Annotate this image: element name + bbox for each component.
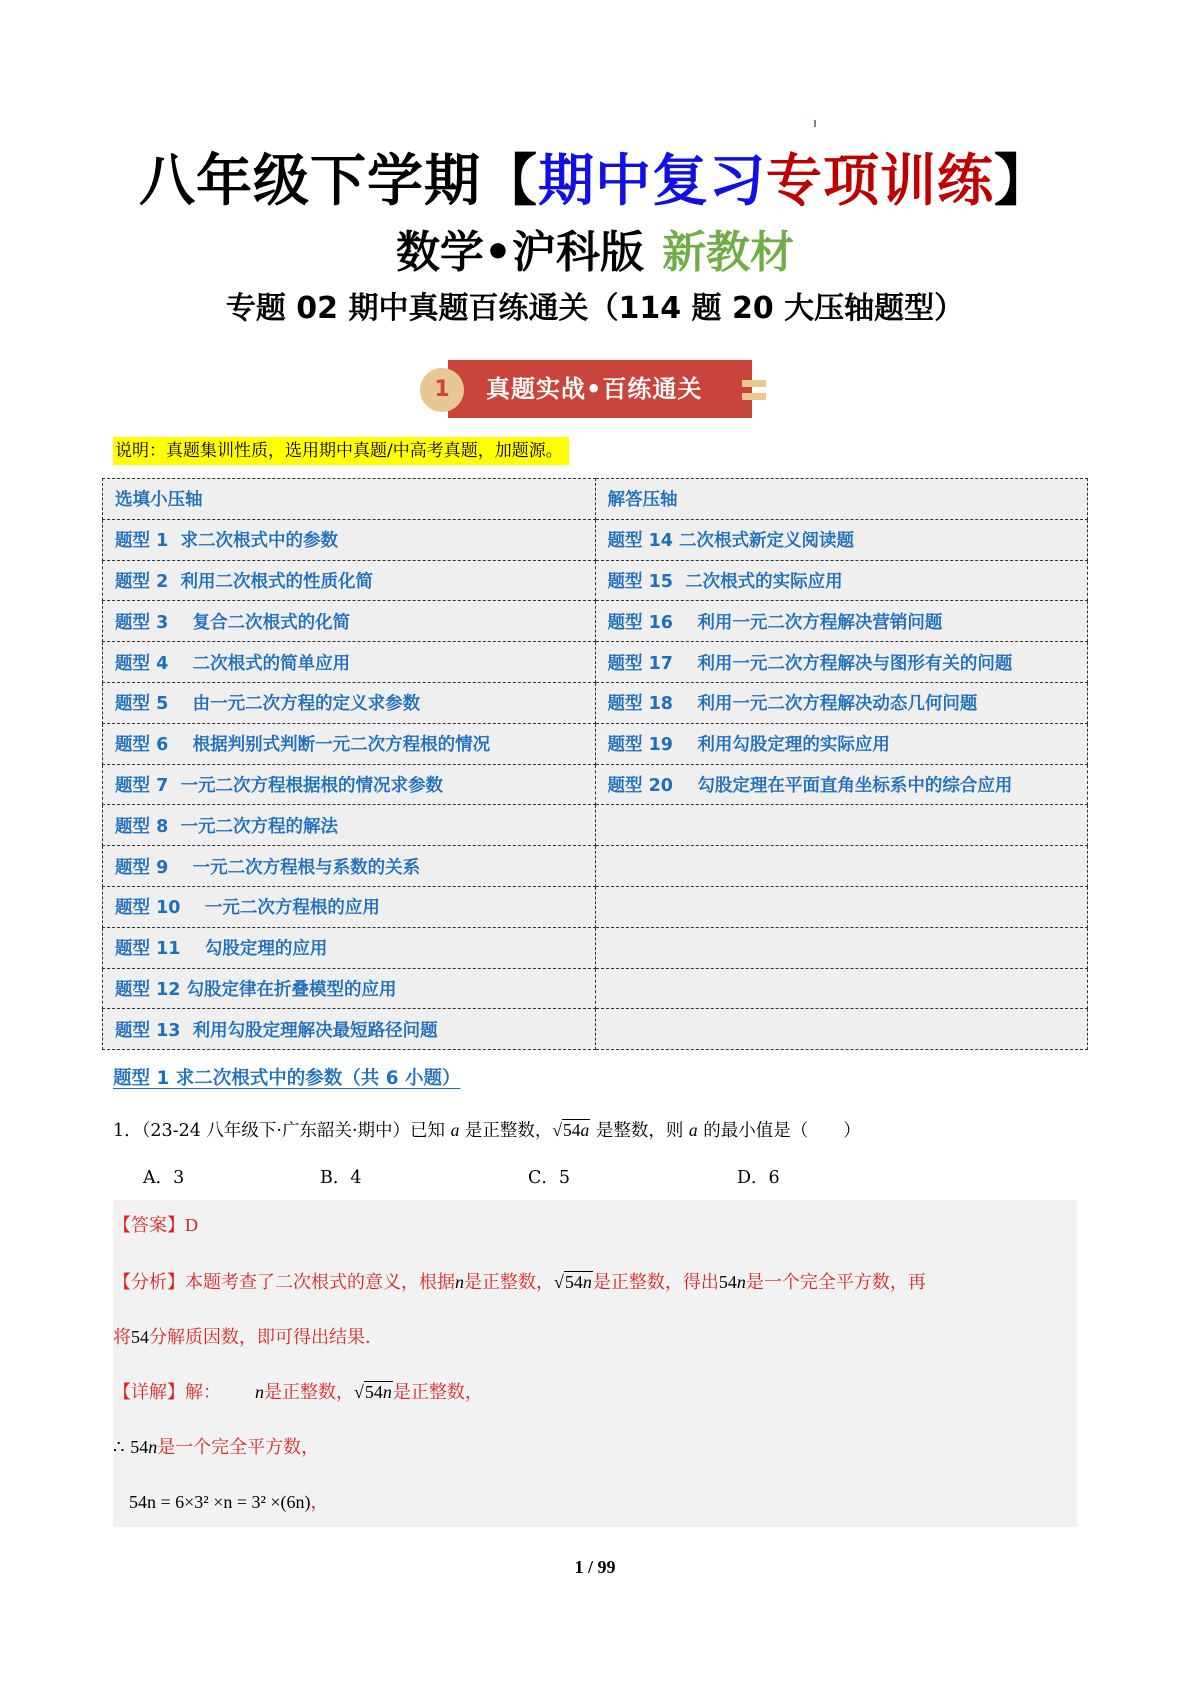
question-type-right[interactable]: 题型 17 利用一元二次方程解决与图形有关的问题 (595, 642, 1088, 683)
question-type-left[interactable]: 题型 10 一元二次方程根的应用 (103, 886, 596, 927)
math-number: 54 (718, 1272, 737, 1292)
question-type-left[interactable]: 题型 8 一元二次方程的解法 (103, 805, 596, 846)
detail-text: 是一个完全平方数， (157, 1437, 320, 1458)
question-type-right (595, 1009, 1088, 1050)
analysis-text: 本题考查了二次根式的意义，根据 (185, 1272, 455, 1293)
table-row (103, 846, 1088, 887)
sqrt-expression: √54n (354, 1382, 392, 1402)
option-d[interactable]: D．6 (737, 1168, 780, 1188)
equation: 54n = 6×3² ×n = 3² ×(6n) (129, 1492, 311, 1512)
sqrt-number: 54 (564, 1272, 583, 1292)
banner-number-badge: 1 (420, 368, 464, 412)
table-row (103, 764, 1088, 805)
math-var: a (688, 1120, 698, 1140)
detail-text: 是正整数， (392, 1382, 483, 1403)
question-type-left[interactable]: 题型 3 复合二次根式的化简 (103, 601, 596, 642)
math-var: n (255, 1382, 264, 1402)
question-type-left[interactable]: 题型 12 勾股定律在折叠模型的应用 (103, 968, 596, 1009)
banner-decoration-icon (742, 393, 766, 400)
detail-text: 解： (185, 1382, 221, 1403)
therefore-symbol: ∴ (113, 1437, 131, 1458)
question-type-right (595, 927, 1088, 968)
sqrt-expression: √54n (554, 1272, 592, 1292)
main-title (0, 150, 1190, 214)
question-type-right[interactable]: 题型 20 勾股定理在平面直角坐标系中的综合应用 (595, 764, 1088, 805)
table-row (103, 886, 1088, 927)
detail-tag: 【详解】 (113, 1382, 185, 1403)
sqrt-var: a (580, 1120, 590, 1140)
table-row (103, 1009, 1088, 1050)
question-type-right (595, 805, 1088, 846)
title-midterm-review: 期中复习 (538, 149, 766, 214)
math-number: 54 (130, 1437, 149, 1457)
question-type-left[interactable]: 题型 1 求二次根式中的参数 (103, 519, 596, 560)
analysis-tag: 【分析】 (113, 1272, 185, 1293)
table-row (103, 682, 1088, 723)
title-grade: 八年级下学期【 (139, 149, 538, 214)
left-column-header: 选填小压轴 (103, 479, 596, 520)
section-heading-link[interactable]: 题型 1 求二次根式中的参数（共 6 小题） (113, 1068, 461, 1089)
question-type-right[interactable]: 题型 14 二次根式新定义阅读题 (595, 519, 1088, 560)
title-close-bracket: 】 (994, 149, 1051, 214)
table-row (103, 723, 1088, 764)
banner-decoration-icon (742, 380, 766, 387)
table-row (103, 968, 1088, 1009)
analysis-text: 是正整数， (464, 1272, 554, 1293)
math-var: n (736, 1272, 746, 1292)
question-text: 是正整数， (459, 1121, 553, 1141)
topic-title: 专题 02 期中真题百练通关（114 题 20 大压轴题型） (225, 291, 965, 326)
option-b[interactable]: B．4 (320, 1168, 362, 1188)
detail-line-2 (113, 1432, 319, 1463)
answer-tag: 【答案】 (113, 1215, 185, 1236)
subtitle (0, 226, 1190, 280)
table-row (103, 519, 1088, 560)
section-banner (420, 358, 770, 420)
analysis-text: 是正整数，得出 (592, 1272, 719, 1293)
answer-line (113, 1210, 198, 1241)
table-header-row (103, 479, 1088, 520)
question-type-table (102, 478, 1088, 1050)
detail-line-1 (113, 1377, 483, 1408)
banner-label: 真题实战•百练通关 (486, 375, 703, 403)
question-type-left[interactable]: 题型 13 利用勾股定理解决最短路径问题 (103, 1009, 596, 1050)
detail-text: 是正整数， (264, 1382, 354, 1403)
question-text: 的最小值是（ ） (697, 1121, 861, 1141)
analysis-text: 分解质因数，即可得出结果． (149, 1327, 383, 1348)
question-1 (113, 1116, 861, 1145)
question-number: 1． (113, 1121, 142, 1141)
scan-mark (814, 120, 816, 127)
solution-box (113, 1200, 1077, 1527)
option-a[interactable]: A．3 (143, 1168, 185, 1188)
subtitle-new-textbook: 新教材 (662, 227, 795, 278)
question-type-left[interactable]: 题型 11 勾股定理的应用 (103, 927, 596, 968)
question-type-right (595, 846, 1088, 887)
table-row (103, 560, 1088, 601)
table-row (103, 601, 1088, 642)
question-type-left[interactable]: 题型 6 根据判别式判断一元二次方程根的情况 (103, 723, 596, 764)
question-type-right[interactable]: 题型 15 二次根式的实际应用 (595, 560, 1088, 601)
math-var: n (455, 1272, 464, 1292)
math-var: n (148, 1437, 158, 1457)
subtitle-subject: 数学•沪科版 (395, 227, 645, 278)
sqrt-var: n (582, 1272, 592, 1292)
table-row (103, 642, 1088, 683)
question-type-right (595, 886, 1088, 927)
equation-suffix: ， (310, 1492, 329, 1513)
question-text: 已知 (410, 1121, 451, 1141)
question-type-left[interactable]: 题型 4 二次根式的简单应用 (103, 642, 596, 683)
sqrt-number: 54 (364, 1382, 383, 1402)
option-c[interactable]: C．5 (528, 1168, 571, 1188)
description-note: 说明：真题集训性质，选用期中真题/中高考真题，加题源。 (113, 437, 569, 465)
analysis-text: 将 (113, 1327, 131, 1348)
question-text: 是整数，则 (590, 1121, 689, 1141)
question-type-left[interactable]: 题型 9 一元二次方程根与系数的关系 (103, 846, 596, 887)
answer-value: D (185, 1215, 198, 1235)
right-column-header: 解答压轴 (595, 479, 1088, 520)
question-type-left[interactable]: 题型 2 利用二次根式的性质化简 (103, 560, 596, 601)
analysis-line-2 (113, 1322, 383, 1353)
page-number: 1 / 99 (574, 1557, 616, 1577)
question-type-right (595, 968, 1088, 1009)
analysis-line-1 (113, 1267, 926, 1298)
analysis-text: 是一个完全平方数，再 (745, 1272, 926, 1293)
question-type-right[interactable]: 题型 18 利用一元二次方程解决动态几何问题 (595, 682, 1088, 723)
question-type-right[interactable]: 题型 16 利用一元二次方程解决营销问题 (595, 601, 1088, 642)
sqrt-expression: √54a (552, 1120, 590, 1140)
title-special-training: 专项训练 (766, 149, 994, 214)
question-source: （23-24 八年级下·广东韶关·期中） (141, 1121, 411, 1141)
sqrt-number: 54 (563, 1120, 581, 1140)
detail-line-3 (129, 1487, 329, 1518)
table-row (103, 927, 1088, 968)
math-var: a (450, 1120, 460, 1140)
sqrt-var: n (382, 1382, 392, 1402)
table-row (103, 805, 1088, 846)
question-type-right[interactable]: 题型 19 利用勾股定理的实际应用 (595, 723, 1088, 764)
question-type-left[interactable]: 题型 7 一元二次方程根据根的情况求参数 (103, 764, 596, 805)
question-type-left[interactable]: 题型 5 由一元二次方程的定义求参数 (103, 682, 596, 723)
math-number: 54 (131, 1327, 149, 1347)
